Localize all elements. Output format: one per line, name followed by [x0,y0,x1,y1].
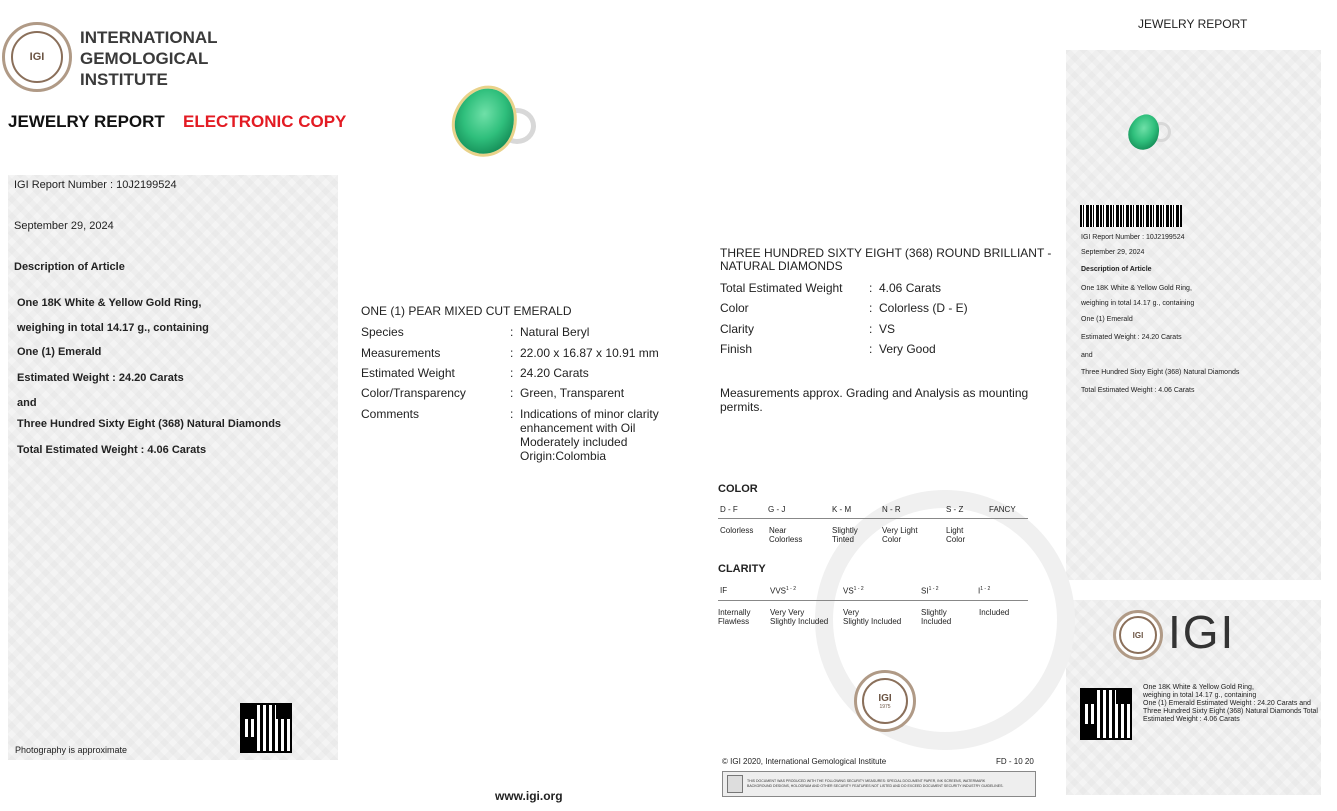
emerald-row-colon: : [510,386,514,400]
emerald-row-label: Species [361,325,404,339]
clarity-grade-label: IF [720,586,728,595]
comment-line: Origin:Colombia [520,449,607,463]
color-desc [720,526,753,535]
measurements-note [720,386,1028,414]
emerald-row-label: Comments [361,407,420,421]
ring-photo [450,80,540,170]
center-seal-text: IGI [878,692,892,704]
emerald-heading: ONE (1) PEAR MIXED CUT EMERALD [361,304,572,318]
emerald-row-value: Green, Transparent [520,386,625,400]
institute-name-line-1: INTERNATIONAL [80,28,218,47]
color-desc-line: Light [946,526,964,535]
description-line: One 18K White & Yellow Gold Ring, [17,297,202,309]
security-strip [722,771,1036,797]
color-grade: K - M [832,505,852,514]
right-description-line: Three Hundred Sixty Eight (368) Natural Diamonds [1081,369,1240,376]
diamond-row-label: Color [720,301,749,315]
color-desc [946,526,965,544]
description-line: Estimated Weight : 24.20 Carats [17,372,184,384]
summary-line: One (1) Emerald Estimated Weight : 24.20 Carats and [1143,700,1311,707]
clarity-desc-line: Flawless [718,617,750,626]
clarity-superscript: 1 - 2 [980,586,991,592]
clarity-grade-label: VS [843,586,854,596]
clarity-desc-line: Slightly Included [843,617,902,626]
right-report-title: JEWELRY REPORT [1138,17,1248,31]
right-igi-seal [1113,610,1163,660]
institute-name-line-2: GEMOLOGICAL [80,49,209,68]
clarity-grade [843,586,864,596]
right-description-line: Total Estimated Weight : 4.06 Carats [1081,387,1195,394]
note-line: permits. [720,400,763,414]
clarity-grade-label: SI [921,586,929,596]
clarity-desc [979,608,1009,617]
clarity-desc-line: Slightly [921,608,947,617]
clarity-scale-rule [718,600,1028,601]
report-title: JEWELRY REPORT [8,112,165,131]
clarity-desc-line: Included [979,608,1010,617]
diamond-row-colon: : [869,281,873,295]
right-description-line: weighing in total 14.17 g., containing [1081,300,1195,307]
right-emerald-stone [1124,110,1165,154]
note-line: Measurements approx. Grading and Analysis as mounting [720,386,1029,400]
diamond-row-colon: : [869,301,873,315]
right-ring-photo [1125,110,1175,160]
right-report-number: IGI Report Number : 10J2199524 [1081,234,1185,241]
emerald-row-label: Measurements [361,346,441,360]
color-grade: D - F [720,505,738,514]
description-line: One (1) Emerald [17,346,102,358]
right-report-date: September 29, 2024 [1081,249,1145,256]
description-line: and [17,397,37,409]
diamond-row-colon: : [869,342,873,356]
emerald-row-value: Natural Beryl [520,325,590,339]
color-desc-line: Very Light [882,526,918,535]
igi-seal-logo [2,22,72,92]
emerald-row-colon: : [510,366,514,380]
color-scale-rule [718,518,1028,519]
right-panel-background [1066,50,1321,580]
report-date: September 29, 2024 [14,220,114,232]
barcode [1080,205,1182,227]
color-grade: G - J [768,505,786,514]
report-number: IGI Report Number : 10J2199524 [14,179,177,191]
description-line: Three Hundred Sixty Eight (368) Natural Diamonds [17,418,282,430]
clarity-grade [720,586,727,595]
right-seal-text: IGI [1132,630,1144,640]
color-desc-line: Colorless [769,535,803,544]
right-description-line: Estimated Weight : 24.20 Carats [1081,334,1182,341]
electronic-copy-label: ELECTRONIC COPY [183,112,347,131]
emerald-row-colon: : [510,325,514,339]
igi-wordmark: IGI [1168,606,1236,658]
seal-text: IGI [29,51,45,63]
description-line: Total Estimated Weight : 4.06 Carats [17,444,207,456]
comment-line: enhancement with Oil [520,421,636,435]
color-desc [832,526,858,544]
clarity-desc-line: Internally [718,608,751,617]
diamond-row-value: 4.06 Carats [879,281,942,295]
description-heading: Description of Article [14,261,125,273]
emerald-row-value: 22.00 x 16.87 x 10.91 mm [520,346,659,360]
right-qr-code[interactable] [1080,688,1132,740]
qr-code[interactable] [240,703,292,753]
description-line: weighing in total 14.17 g., containing [17,322,209,334]
diamond-row-label: Finish [720,342,753,356]
diamond-row-value: Very Good [879,342,936,356]
clarity-desc [718,608,750,626]
security-text-line: THIS DOCUMENT WAS PRODUCED WITH THE FOLLOWING SECURITY MEASURES: SPECIAL DOCUMENT PAPER, INK SCREENS, WATERMARK [747,779,986,783]
clarity-desc-line: Included [921,617,952,626]
right-description-line: One 18K White & Yellow Gold Ring, [1081,285,1192,292]
clarity-superscript: 1 - 2 [928,586,939,592]
diamond-row-value: Colorless (D - E) [879,301,968,315]
right-bottom-summary [1143,684,1318,724]
color-desc [882,526,918,544]
diamond-row-label: Clarity [720,322,755,336]
color-desc-line: Slightly [832,526,858,535]
form-code: FD - 10 20 [996,757,1034,766]
igi-center-seal [854,670,916,732]
diamond-heading [720,247,1051,273]
website-link[interactable]: www.igi.org [495,789,563,803]
diamond-row-label: Total Estimated Weight [720,281,843,295]
color-scale-title: COLOR [718,483,758,495]
clarity-desc [770,608,828,626]
color-grade: N - R [882,505,901,514]
clarity-grade [921,586,939,596]
clarity-grade-label: VVS [770,586,787,596]
color-desc-line: Color [882,535,902,544]
summary-line: One 18K White & Yellow Gold Ring, [1143,684,1254,691]
clarity-grade [770,586,796,596]
security-text [747,779,1003,789]
clarity-desc-line: Very [843,608,860,617]
clarity-scale-title: CLARITY [718,563,766,575]
color-grade: S - Z [946,505,964,514]
clarity-desc-line: Slightly Included [770,617,829,626]
clarity-desc [843,608,901,626]
institute-name [80,27,218,90]
color-desc-line: Colorless [720,526,754,535]
institute-name-line-3: INSTITUTE [80,70,168,89]
emerald-row-label: Estimated Weight [361,366,455,380]
right-description-line: and [1081,352,1093,359]
summary-line: Three Hundred Sixty Eight (368) Natural Diamonds Total [1143,708,1318,715]
emerald-row-value: 24.20 Carats [520,366,589,380]
color-desc-line: Color [946,535,966,544]
diamond-row-colon: : [869,322,873,336]
diamond-heading-line: NATURAL DIAMONDS [720,259,843,273]
summary-line: weighing in total 14.17 g., containing [1143,692,1257,699]
comment-line: Indications of minor clarity [520,407,659,421]
color-desc [769,526,802,544]
color-desc-line: Tinted [832,535,854,544]
diamond-heading-line: THREE HUNDRED SIXTY EIGHT (368) ROUND BRILLIANT - [720,246,1052,260]
right-description-heading: Description of Article [1081,266,1152,273]
clarity-superscript: 1 - 2 [786,586,797,592]
emerald-row-colon: : [510,407,514,421]
summary-line: Estimated Weight : 4.06 Carats [1143,716,1240,723]
clarity-desc [921,608,951,626]
photography-note: Photography is approximate [15,745,128,755]
emerald-row-label: Color/Transparency [361,386,466,400]
color-desc-line: Near [769,526,787,535]
clarity-grade [978,586,990,596]
clarity-desc-line: Very Very [770,608,805,617]
security-text-line: BACKGROUND DESIGNS, HOLOGRAM AND OTHER SECURITY FEATURES NOT LISTED AND DO EXCEED DOCUMENT SECURITY INDUSTRY GUIDELINES. [747,784,1004,788]
center-seal-year: 1975 [879,703,891,710]
document-icon [727,775,743,793]
emerald-stone [446,80,523,162]
diamond-row-value: VS [879,322,896,336]
copyright-text: © IGI 2020, International Gemological Institute [722,757,887,766]
color-grade: FANCY [989,505,1016,514]
emerald-row-colon: : [510,346,514,360]
emerald-comments [520,407,659,463]
clarity-grade-label: I [978,586,981,596]
comment-line: Moderately included [520,435,628,449]
right-description-line: One (1) Emerald [1081,316,1133,323]
clarity-superscript: 1 - 2 [853,586,864,592]
